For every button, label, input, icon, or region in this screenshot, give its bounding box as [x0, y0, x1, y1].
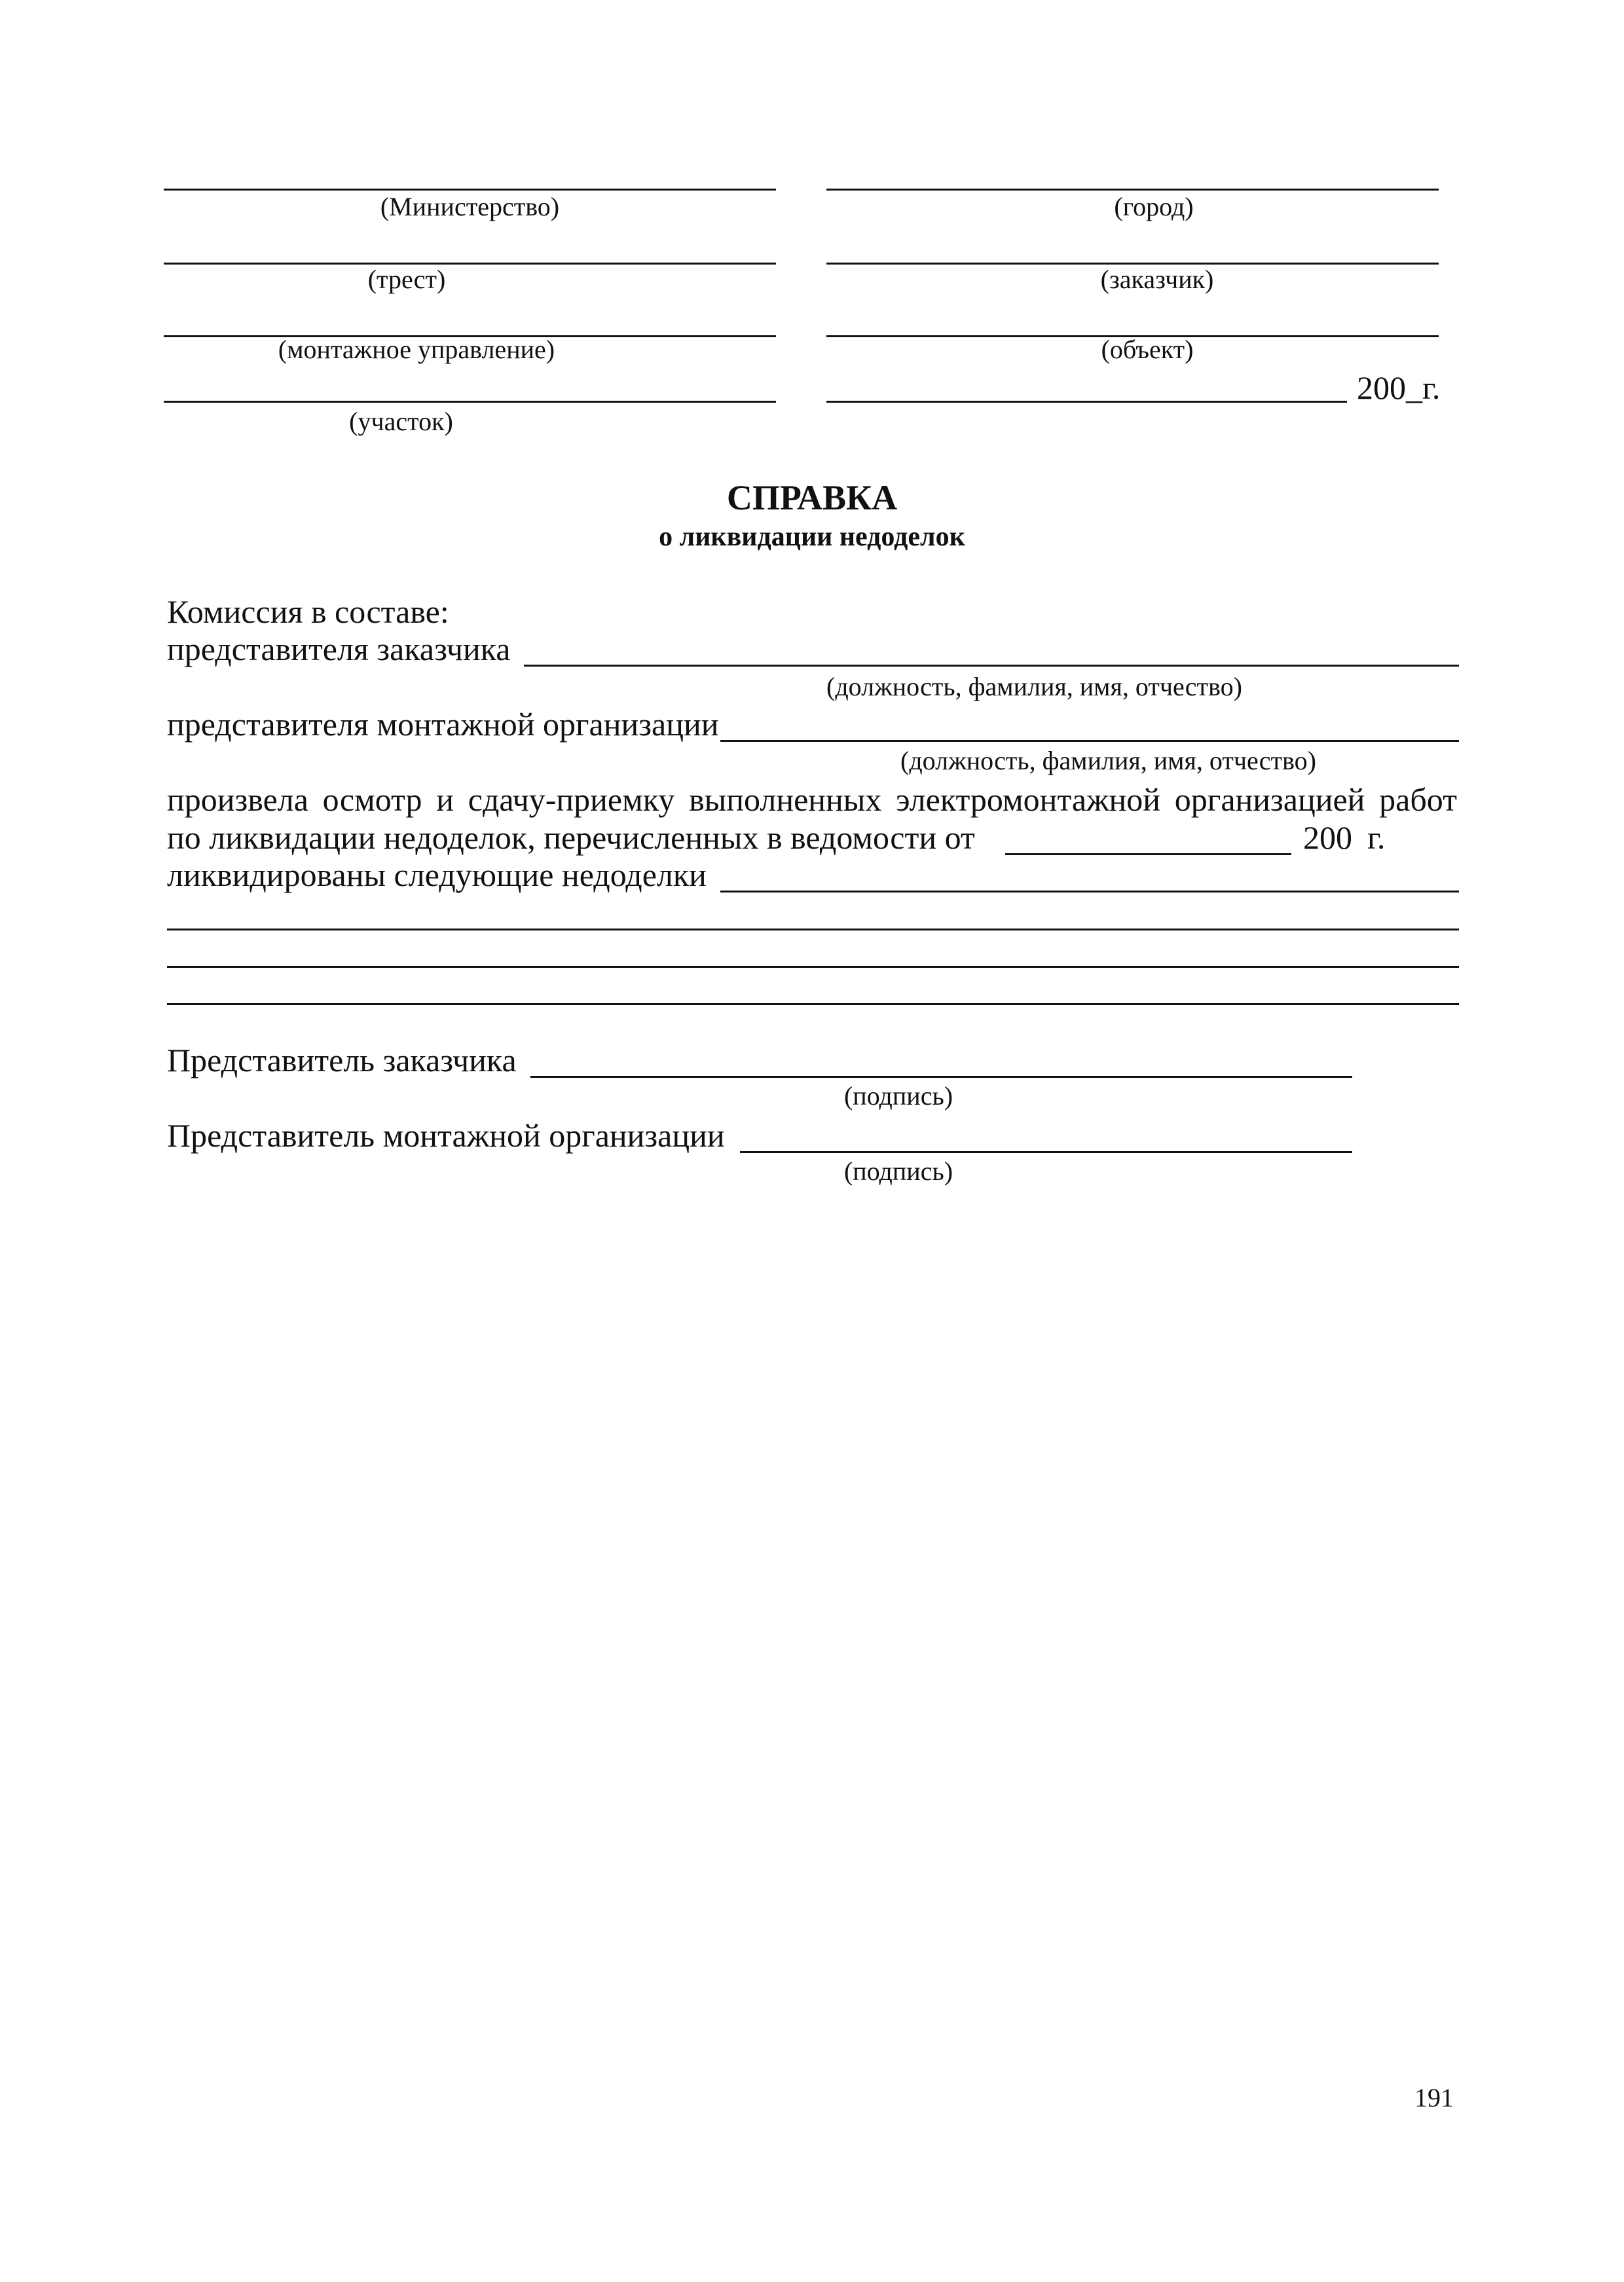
installer-rep-line[interactable]	[720, 740, 1459, 742]
customer-rep-caption: (должность, фамилия, имя, отчество)	[826, 672, 1242, 701]
customer-rep-line[interactable]	[524, 665, 1459, 667]
installation-department-caption: (монтажное управление)	[278, 335, 555, 364]
eliminated-defects-line-3[interactable]	[167, 966, 1459, 968]
statement-date-line[interactable]	[1005, 853, 1291, 855]
city-line[interactable]	[826, 189, 1439, 191]
customer-rep-label: представителя заказчика	[167, 631, 511, 667]
installer-signature-caption: (подпись)	[843, 1156, 953, 1186]
customer-caption: (заказчик)	[1100, 265, 1214, 294]
customer-signature-caption: (подпись)	[843, 1081, 953, 1111]
statement-year-g: г.	[1367, 819, 1386, 856]
trust-caption: (трест)	[367, 265, 446, 294]
ministry-line[interactable]	[164, 189, 776, 191]
installer-signature-label: Представитель монтажной организации	[167, 1117, 725, 1154]
installer-signature-line[interactable]	[740, 1151, 1352, 1153]
document-subtitle: о ликвидации недоделок	[659, 522, 965, 552]
installer-rep-label: представителя монтажной организации	[167, 706, 719, 743]
city-caption: (город)	[1114, 192, 1194, 221]
customer-signature-label: Представитель заказчика	[167, 1042, 517, 1078]
installer-rep-caption: (должность, фамилия, имя, отчество)	[900, 746, 1316, 775]
ministry-caption: (Министерство)	[380, 192, 560, 221]
eliminated-defects-line-4[interactable]	[167, 1003, 1459, 1005]
eliminated-defects-label: ликвидированы следующие недоделки	[167, 856, 707, 893]
page-number: 191	[1414, 2083, 1454, 2112]
object-caption: (объект)	[1101, 335, 1194, 364]
commission-intro: Комиссия в составе:	[167, 593, 449, 630]
statement-year: 200	[1303, 819, 1352, 856]
eliminated-defects-line-1[interactable]	[720, 891, 1459, 893]
inspection-text-line-1: произвела осмотр и сдачу-приемку выполненных электромонтажной организацией работ	[167, 781, 1457, 818]
eliminated-defects-line-2[interactable]	[167, 929, 1459, 930]
date-year-suffix: 200_г.	[1357, 369, 1441, 406]
inspection-text-line-2: по ликвидации недоделок, перечисленных в ведомости от	[167, 819, 975, 856]
site-line[interactable]	[164, 401, 776, 403]
date-line[interactable]	[826, 401, 1347, 403]
customer-signature-line[interactable]	[530, 1076, 1352, 1078]
site-caption: (участок)	[349, 407, 453, 436]
document-title: СПРАВКА	[726, 478, 898, 517]
